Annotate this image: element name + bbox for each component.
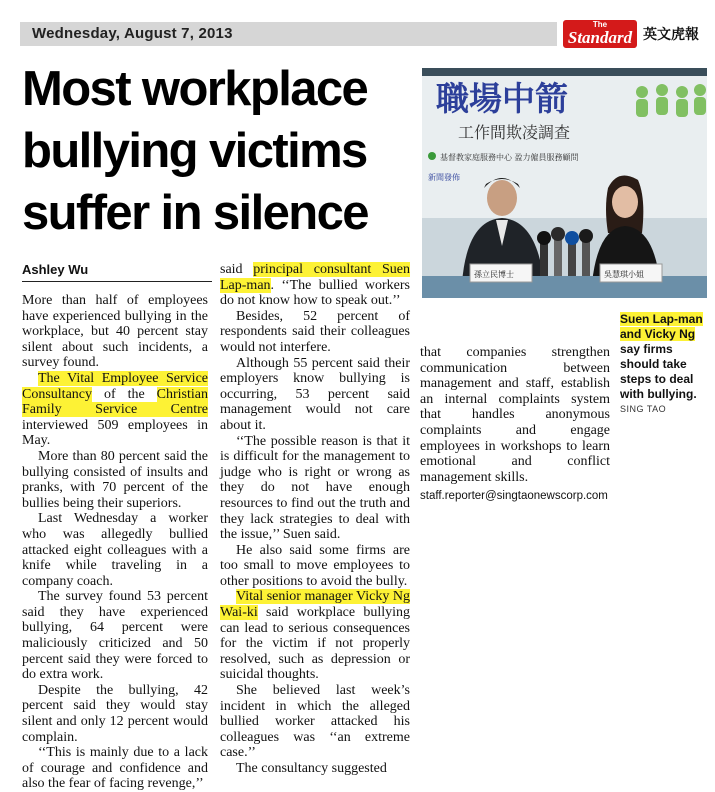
paragraph-text: interviewed 509 employees in May.: [22, 417, 208, 449]
nameplate-right-text: 吳慧琪小姐: [604, 270, 644, 279]
press-conference-photo: [422, 68, 707, 298]
paragraph-text: . ‘‘The bullied workers do not know how to speak out.’’: [220, 277, 410, 309]
highlighted-text: The Vital Employee Service Consultancy: [22, 370, 208, 402]
banner-label: 新聞發佈: [428, 173, 460, 182]
paragraph: [220, 262, 410, 309]
paragraph: ‘‘This is mainly due to a lack of courage and confidence and also the fear of facing revenge,’’: [22, 745, 208, 792]
paragraph: More than 80 percent said the bullying consisted of insults and pranks, with 70 percent of the bullies being their superiors.: [22, 448, 208, 511]
article-column-1: [22, 293, 208, 792]
article-column-3: [420, 345, 610, 505]
banner-title: 職場中箭: [436, 79, 568, 118]
byline: Ashley Wu: [22, 262, 212, 282]
paragraph: More than half of employees have experienced bullying in the workplace, but 40 percent stay silent about such incidents, a survey found.: [22, 293, 208, 371]
logo-prefix: The: [592, 20, 608, 29]
paragraph: ‘‘The possible reason is that it is difficult for the management to judge who is right or wrong as they do not have enough resources to find out the truth and they lack strategies to deal with the issue,’’ Suen said.: [220, 433, 410, 543]
issue-date: Wednesday, August 7, 2013: [32, 25, 233, 42]
logo-chinese-name: 英文虎報: [643, 27, 699, 43]
caption-names: Suen Lap-man and Vicky Ng: [620, 312, 703, 341]
organizer-logo-icon: [428, 152, 436, 160]
standard-logo: [563, 20, 637, 48]
logo-name: Standard: [567, 28, 633, 47]
banner-organizer: 基督教家庭服務中心 盈力僱員服務顧問: [440, 153, 579, 162]
date-bar: [20, 22, 557, 46]
paragraph: Last Wednesday a worker who was allegedly bullied attacked eight colleagues with a knife while traveling in a company coach.: [22, 511, 208, 589]
paragraph-text: said: [220, 262, 254, 277]
caption-text: say firms should take steps to deal with bullying.: [620, 342, 697, 401]
photo-caption: [620, 312, 712, 402]
caption-source: SING TAO: [620, 404, 667, 414]
paragraph: The consultancy suggested: [236, 761, 387, 776]
paragraph-text: of the: [92, 386, 157, 402]
photo-illustration: [422, 68, 707, 298]
banner-subtitle: 工作間欺凌調查: [458, 123, 571, 142]
paragraph: [220, 589, 410, 683]
paragraph: [22, 371, 208, 449]
nameplate-left-text: 孫立民博士: [474, 270, 514, 279]
highlighted-text: Christian Family Service Centre: [22, 386, 208, 418]
paragraph: Although 55 percent said their employers know bullying is occurring, 53 percent said management would not care about it.: [220, 355, 410, 433]
paragraph: Despite the bullying, 42 percent said they would stay silent and only 12 percent would complain.: [22, 682, 208, 745]
highlighted-text: principal consultant Suen Lap-man: [220, 262, 410, 293]
paragraph-text: said workplace bullying can lead to serious consequences for the victim if not properly resolved, such as depression or suicidal thoughts.: [220, 605, 410, 683]
paragraph: Besides, 52 percent of respondents said their colleagues would not interfere.: [220, 308, 410, 355]
highlighted-text: Vital senior manager Vicky Ng Wai-ki: [220, 589, 410, 621]
paragraph: that companies strengthen communication between management and staff, establish an internal complaints system that handles anonymous complaints and engage employees in workshops to learn emotional and conflict management skills.: [420, 345, 610, 485]
paragraph: She believed last week’s incident in which the alleged bullied worker attacked his colleagues was ‘‘an extreme case.’’: [220, 683, 410, 761]
reporter-email: staff.reporter@singtaonewscorp.com: [420, 490, 608, 503]
article-column-2: [220, 262, 410, 777]
paragraph: He also said some firms are too small to move employees to other positions to avoid the bully.: [220, 542, 410, 589]
paragraph: The survey found 53 percent said they have experienced bullying, 64 percent were maliciously criticized and 50 percent said they were forced to do extra work.: [22, 589, 208, 683]
headline: Most workplace bullying victims suffer in silence: [22, 62, 368, 240]
